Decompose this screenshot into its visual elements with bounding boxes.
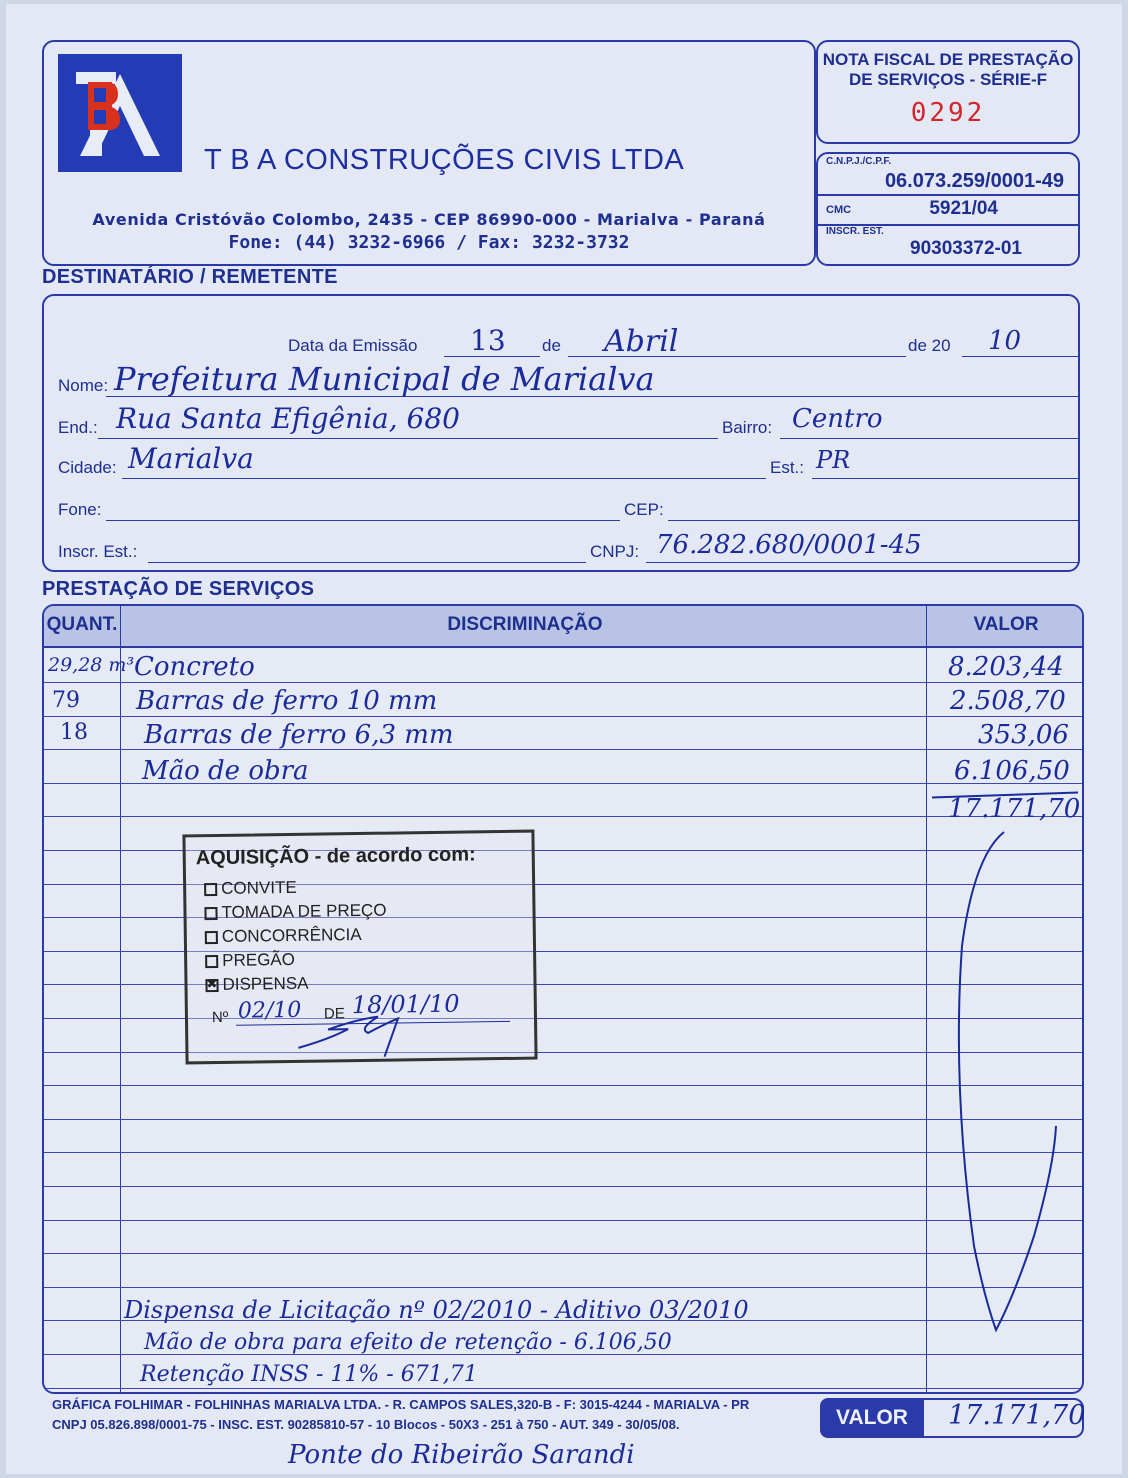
checkbox-icon <box>204 883 217 896</box>
fone-label: Fone: <box>58 500 102 519</box>
checked-checkbox-icon <box>205 979 218 992</box>
emission-year: 10 <box>988 326 1022 356</box>
endereco-label: End.: <box>58 418 98 437</box>
row-2-value: 2.508,70 <box>950 686 1066 716</box>
note-line-3: Retenção INSS - 11% - 671,71 <box>140 1362 478 1387</box>
inscr-est-value: 90303372-01 <box>910 238 1022 259</box>
stamp-no-value: 02/10 <box>237 997 302 1024</box>
cnpj-label-recipient: CNPJ: <box>590 542 640 561</box>
cnpj-recipient-value: 76.282.680/0001-45 <box>656 530 922 560</box>
checkbox-icon <box>205 931 218 944</box>
nota-fiscal-series: DE SERVIÇOS - SÉRIE-F <box>848 70 1048 89</box>
row-3-value: 353,06 <box>978 720 1069 750</box>
row-3-desc: Barras de ferro 6,3 mm <box>144 720 454 750</box>
cmc-value: 5921/04 <box>929 198 998 219</box>
table-rule-line <box>44 682 1082 683</box>
stamp-de-label: DE <box>323 1005 345 1023</box>
bottom-handwritten-note: Ponte do Ribeirão Sarandi <box>288 1440 635 1470</box>
cidade-value: Marialva <box>128 442 254 475</box>
cnpj-value: 06.073.259/0001-49 <box>884 170 1064 192</box>
printer-info-1: GRÁFICA FOLHIMAR - FOLHINHAS MARIALVA LTDA. - R. CAMPOS SALES,320-B - F: 3015-4244 - MARIALVA - PR <box>52 1397 750 1412</box>
row-3-qty: 18 <box>60 720 88 745</box>
col-quant-header: QUANT. <box>46 614 118 635</box>
table-rule-line <box>44 1085 1082 1086</box>
stamp-option-concorrencia: CONCORRÊNCIA <box>205 925 362 947</box>
checkbox-icon <box>205 955 218 968</box>
col-valor-header: VALOR <box>973 614 1039 635</box>
table-rule-line <box>44 816 1082 817</box>
row-4-desc: Mão de obra <box>142 756 309 786</box>
row-1-desc: Concreto <box>134 652 255 682</box>
estado-label: Est.: <box>770 458 805 477</box>
table-rule-line <box>44 1388 1082 1389</box>
company-address: Avenida Cristóvão Colombo, 2435 - CEP 86990-000 - Marialva - Paraná <box>92 210 766 229</box>
printer-info-2: CNPJ 05.826.898/0001-75 - INSC. EST. 90285810-57 - 10 Blocos - 50X3 - 251 à 750 - AUT. 349 - 30/05/08. <box>52 1417 680 1432</box>
destinatario-heading: DESTINATÁRIO / REMETENTE <box>42 266 338 288</box>
nome-value: Prefeitura Municipal de Marialva <box>114 360 655 398</box>
year-label: de 20 <box>908 336 951 355</box>
col-discriminacao-header: DISCRIMINAÇÃO <box>447 614 603 635</box>
company-phone: Fone: (44) 3232-6966 / Fax: 3232-3732 <box>228 232 630 253</box>
note-line-2: Mão de obra para efeito de retenção - 6.106,50 <box>144 1330 672 1355</box>
cidade-label: Cidade: <box>58 458 117 477</box>
row-2-qty: 79 <box>52 688 80 713</box>
invoice-paper <box>6 4 1122 1474</box>
emission-day: 13 <box>470 324 506 357</box>
table-rule-line <box>44 1152 1082 1153</box>
row-4-value: 6.106,50 <box>954 756 1070 786</box>
estado-value: PR <box>816 446 851 474</box>
stamp-option-pregao: PREGÃO <box>205 950 295 971</box>
nome-label: Nome: <box>58 376 109 395</box>
row-1-qty: 29,28 m³ <box>48 654 135 676</box>
nota-fiscal-box <box>816 40 1080 144</box>
table-rule-line <box>44 1253 1082 1254</box>
services-heading: PRESTAÇÃO DE SERVIÇOS <box>42 578 315 600</box>
note-line-1: Dispensa de Licitação nº 02/2010 - Aditivo 03/2010 <box>124 1296 749 1324</box>
table-rule-line <box>44 1287 1082 1288</box>
emission-month: Abril <box>604 324 679 359</box>
stamp-no-label: Nº <box>211 1008 229 1027</box>
row-1-value: 8.203,44 <box>948 652 1064 682</box>
acquisition-stamp <box>182 830 537 1065</box>
footer-valor-value: 17.171,70 <box>948 1400 1086 1431</box>
stamp-title: AQUISIÇÃO - de acordo com: <box>195 843 476 870</box>
date-de-label: de <box>542 336 561 355</box>
inscr-est-label: INSCR. EST. <box>826 226 884 237</box>
nota-fiscal-title: NOTA FISCAL DE PRESTAÇÃO <box>822 50 1074 69</box>
tba-logo <box>58 54 182 172</box>
table-rule-line <box>44 1220 1082 1221</box>
stamp-option-dispensa: ✖DISPENSA <box>205 974 308 995</box>
endereco-value: Rua Santa Efigênia, 680 <box>116 402 460 435</box>
stamp-option-convite: CONVITE <box>204 878 297 899</box>
nota-fiscal-number: 0292 <box>910 98 986 128</box>
stamp-de-value: 18/01/10 <box>351 989 460 1020</box>
bairro-value: Centro <box>792 404 883 434</box>
emission-date-label: Data da Emissão <box>288 336 418 355</box>
registration-box <box>816 152 1080 266</box>
cnpj-label: C.N.P.J./C.P.F. <box>826 156 892 167</box>
bairro-label: Bairro: <box>722 418 773 437</box>
checkbox-icon <box>204 907 217 920</box>
stamp-signature <box>288 998 429 1060</box>
company-header <box>42 40 816 266</box>
table-rule-line <box>44 1186 1082 1187</box>
cmc-label: CMC <box>826 204 852 216</box>
footer-valor-label: VALOR <box>820 1398 924 1438</box>
company-name: T B A CONSTRUÇÕES CIVIS LTDA <box>204 144 685 176</box>
table-rule-line <box>44 1119 1082 1120</box>
inscr-label: Inscr. Est.: <box>58 542 138 561</box>
total-value: 17.171,70 <box>948 794 1081 824</box>
stamp-option-tomada: TOMADA DE PREÇO <box>204 901 386 924</box>
bracket-stroke <box>944 826 1074 1346</box>
row-2-desc: Barras de ferro 10 mm <box>136 686 438 716</box>
destinatario-box <box>42 294 1080 572</box>
cep-label: CEP: <box>624 500 664 519</box>
